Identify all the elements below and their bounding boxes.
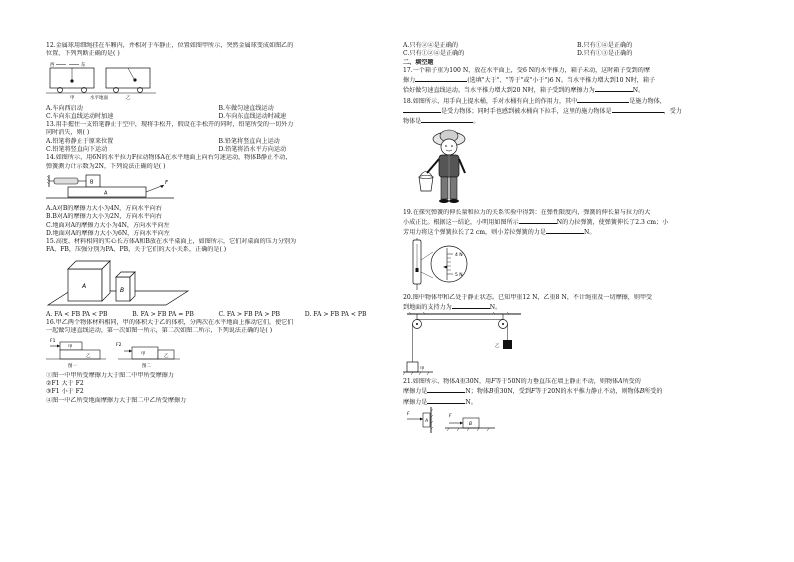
q21-blank-1[interactable]	[427, 386, 465, 393]
q12-label-east: 东	[81, 62, 86, 68]
q21-line3-b: N。	[465, 398, 477, 406]
q17-line2-b: (选填"大于"、"等于"或"小于")6 N。当水平推力增大到10 N时，箱子	[467, 77, 656, 85]
q16-statement-1: ①图一中甲所受摩擦力大于图二中甲所受摩擦力	[46, 371, 174, 379]
q12-option-d: D.车向东直线运动时减速	[218, 112, 287, 120]
q15-options-row	[46, 311, 391, 319]
q18-blank-4[interactable]	[421, 116, 473, 123]
q18-line3-a: 物体是	[403, 118, 422, 126]
q12-label-ground: 水平地面	[90, 95, 108, 101]
q18-line3	[403, 116, 751, 126]
q18-line1-a: 18.如图所示，用手向上提水桶，手对水桶有向上的作用力，其中	[403, 97, 578, 105]
q14-option-a: A.A对B的摩擦力大小为4N，方向水平向右	[46, 204, 162, 212]
q12-option-c: C.车向东直线运动时加速	[46, 112, 114, 120]
q20-blank-1[interactable]	[452, 302, 490, 309]
q18-blank-2[interactable]	[403, 106, 441, 113]
q20-pulley-figure	[403, 312, 533, 378]
q15-option-b: B. FA > FB PA = PB	[132, 310, 194, 318]
q12-label-jia: 甲	[70, 95, 75, 101]
q16-option-d: D.只有①③是正确的	[577, 50, 633, 58]
q21-line2-f: 等于20N的水平推力静止不动，则物体	[535, 388, 640, 396]
q15-option-c: C. FA > FB PA > PB	[218, 310, 281, 318]
q16-statement-3: ③F1 小于 F2	[46, 388, 84, 396]
q20-line2-a: 到地面的支持力为	[403, 303, 452, 311]
q20-line2	[403, 302, 751, 312]
q19-line2-a: 小成正比。根据这一结论，小明用如图所示	[403, 218, 519, 226]
q12-stem-line2: 位置，下列判断正确的是( )	[46, 50, 120, 58]
q19-line1: 19.在探究弹簧的伸长量和拉力的关系实验中得到：在弹性限度内，弹簧的伸长量与拉力的大	[403, 208, 651, 216]
q13-option-c: C.铅笔将竖直向下运动	[46, 146, 108, 154]
q18-boy-with-bucket-figure	[411, 127, 501, 209]
q21-line2	[403, 386, 751, 396]
q16-option-b: B.只有①④是正确的	[577, 42, 633, 49]
q13-stem-line2: 同时消失，则( )	[46, 129, 90, 137]
q14-label-a: A	[104, 190, 108, 197]
q19-blank-1[interactable]	[519, 217, 557, 224]
q20-label-yi: 乙	[495, 344, 500, 350]
q12-options-row2	[46, 113, 391, 121]
q16-label-f1: F1	[50, 338, 56, 344]
q21-line1-d: F	[491, 378, 496, 386]
q18-blank-1[interactable]	[577, 96, 629, 103]
q21-line1-b: A	[455, 378, 460, 386]
q21-line1-g: 所受的	[622, 378, 641, 386]
q16-figure	[46, 336, 196, 372]
q21-line2-b: N；物体	[465, 388, 489, 396]
q14-option-d: D.地面对A的摩擦力大小为6N，方向水平向左	[46, 229, 170, 237]
q21-label-b: B	[469, 422, 473, 428]
q16-statement-4: ④图一中乙所受地面摩擦力大于图二中乙所受摩擦力	[46, 396, 187, 404]
q17-line2	[403, 75, 751, 85]
q18-blank-3[interactable]	[612, 106, 664, 113]
q17-line3-b: N。	[632, 87, 645, 95]
q17-blank-2[interactable]	[595, 85, 633, 92]
q14-option-b: B.B对A的摩擦力大小为2N，方向水平向右	[46, 213, 162, 221]
q16-option-a: A.只有②④是正确的	[403, 42, 459, 49]
right-column	[403, 42, 751, 437]
q21-blank-2[interactable]	[427, 397, 465, 404]
q21-line2-c: B	[489, 388, 494, 396]
q21-line2-e: F	[530, 388, 536, 396]
q19-line2-b: N的力拉弹簧，使弹簧伸长了2.3 cm；小	[556, 218, 669, 226]
q21-line2-a: 摩擦力是	[403, 388, 428, 396]
q21-line1-e: 等于50N的力垂直压在墙上静止不动，则物体	[495, 378, 619, 386]
q17-line2-a: 擦力	[403, 77, 416, 85]
q12-option-b: B.车做匀速直线运动	[218, 104, 274, 112]
q21-line2-g: B	[639, 388, 645, 396]
q21-line1	[403, 378, 751, 386]
q16-label-f2: F2	[116, 342, 122, 348]
q15-stem-line1: 15.高度、材料相同的实心长方体A和B放在水平桌面上，如图所示，它们对桌面的压力分别为	[46, 238, 297, 246]
q18-line3-b: 。	[473, 118, 480, 126]
q20-label-jia: 甲	[420, 367, 425, 373]
q21-line1-c: 重30N，用	[459, 378, 492, 386]
q20-line2-b: N。	[489, 303, 502, 311]
q21-line2-d: 重30N，受到	[493, 388, 531, 396]
section-title: 二、填空题	[403, 58, 434, 66]
q21-label-f1: F	[407, 412, 410, 418]
q15-label-b: B	[120, 286, 125, 294]
q17-line3-a: 恰好做匀速直线运动。当水平推力增大到20 N时，箱子受到的摩擦力为	[403, 87, 595, 95]
q15-figure	[46, 255, 196, 311]
q12-options-row1	[46, 105, 391, 113]
q14-stem-line2: 弹簧测力计示数为2N，下列说法正确的是( )	[46, 162, 166, 170]
q13-option-a: A.铅笔将静止于原来位置	[46, 137, 114, 145]
q19-line3-b: N。	[583, 229, 596, 237]
q19-blank-2[interactable]	[546, 227, 584, 234]
q16-stem-line2: 一起做匀速直线运动，第一次如图一所示，第二次如图二所示，下列说法正确的是( )	[46, 327, 273, 335]
q14-figure	[46, 171, 176, 205]
q15-stem-line2: FA、FB，压强分别为PA、PB，关于它们的大小关系，正确的是( )	[46, 246, 227, 254]
q12-label-west: 西	[50, 62, 55, 68]
q19-line3-a: 芳用力将这个弹簧拉长了2 cm，则小芳拉弹簧的力是	[403, 229, 546, 237]
q19-line2	[403, 217, 751, 227]
left-column	[46, 42, 391, 405]
q14-option-c: C.地面对A的摩擦力大小为4N，方向水平向左	[46, 221, 170, 229]
q20-line1: 20.图中物体甲和乙处于静止状态。已知甲重12 N，乙重8 N，不计绳重及一切摩擦，则甲受	[403, 293, 653, 301]
q18-line1-b: 是施力物体，	[629, 97, 666, 105]
q19-label-5n: 5 N	[455, 272, 463, 278]
q13-options-row2	[46, 146, 391, 154]
q16-label-fig2: 图二	[142, 363, 151, 369]
q13-stem-line1: 13.用手握住一支铅笔静止于空中，现将手松开，假设在手松开的同时，铅笔所受的一切外力	[46, 121, 294, 129]
q19-spring-scale-figure	[407, 238, 497, 294]
q14-label-f: F	[165, 179, 168, 186]
q14-stem-line1: 14.如图所示，用6N的水平拉力F拉动物体A在水平地面上向右匀速运动，物体B静止不动，	[46, 154, 292, 162]
q19-line3	[403, 227, 751, 237]
q17-line3	[403, 85, 751, 95]
q18-line2	[403, 106, 751, 116]
q16-fig2-label-jia: 甲	[141, 351, 146, 357]
q16-label-fig1: 图一	[68, 363, 77, 369]
q16-fig2-label-yi: 乙	[164, 353, 169, 359]
q15-option-d: D. FA > FB PA < PB	[304, 310, 367, 318]
q16-stem-line1: 16.甲乙两个物体材料相同，甲的体积大于乙的体积，分两次在水平地面上推动它们，使它们	[46, 319, 294, 327]
q21-label-f2: F	[449, 414, 452, 420]
q16-fig1-label-yi: 乙	[86, 353, 91, 359]
q14-label-b: B	[90, 179, 94, 186]
q21-line2-h: 所受的	[644, 388, 663, 396]
q15-option-a: A. FA < FB PA < PB	[46, 310, 108, 318]
q21-line3	[403, 397, 751, 407]
q18-line2-b: ，受力	[663, 108, 682, 116]
q16-statement-2: ②F1 大于 F2	[46, 379, 84, 387]
q21-figure	[403, 407, 513, 437]
q16-options-row2	[403, 50, 751, 58]
q18-line2-a: 是受力物体；同时手也感到被水桶向下拉手，这里的施力物体是	[441, 108, 612, 116]
q13-options-row1	[46, 138, 391, 146]
q21-line1-a: 21.如图所示，物体	[403, 378, 456, 386]
q21-line1-f: A	[618, 378, 623, 386]
q21-label-a: A	[425, 419, 429, 425]
q19-label-4n: 4 N	[455, 252, 463, 258]
q17-blank-1[interactable]	[415, 75, 467, 82]
q12-stem-line1: 12.金属球用细绳挂在车厢内，并相对于车静止，位置如图甲所示，突然金属球变成如图乙的	[46, 42, 294, 49]
q13-option-d: D.铅笔将沿水平方向运动	[218, 146, 287, 154]
q12-figure	[46, 59, 166, 105]
q16-option-c: C.只有①②④是正确的	[403, 50, 465, 58]
q12-option-a: A.车向西启动	[46, 104, 83, 112]
q21-line3-a: 摩擦力是	[403, 398, 428, 406]
q13-option-b: B.铅笔将竖直向上运动	[218, 137, 280, 145]
q16-fig1-label-jia: 甲	[68, 344, 73, 350]
q15-label-a: A	[82, 282, 87, 290]
q12-label-yi: 乙	[126, 95, 131, 101]
q17-line1: 17.一个箱子重为100 N，放在水平面上，受6 N的水平推力，箱子未动，这时箱子受到的摩	[403, 66, 650, 74]
q18-line1	[403, 96, 751, 106]
